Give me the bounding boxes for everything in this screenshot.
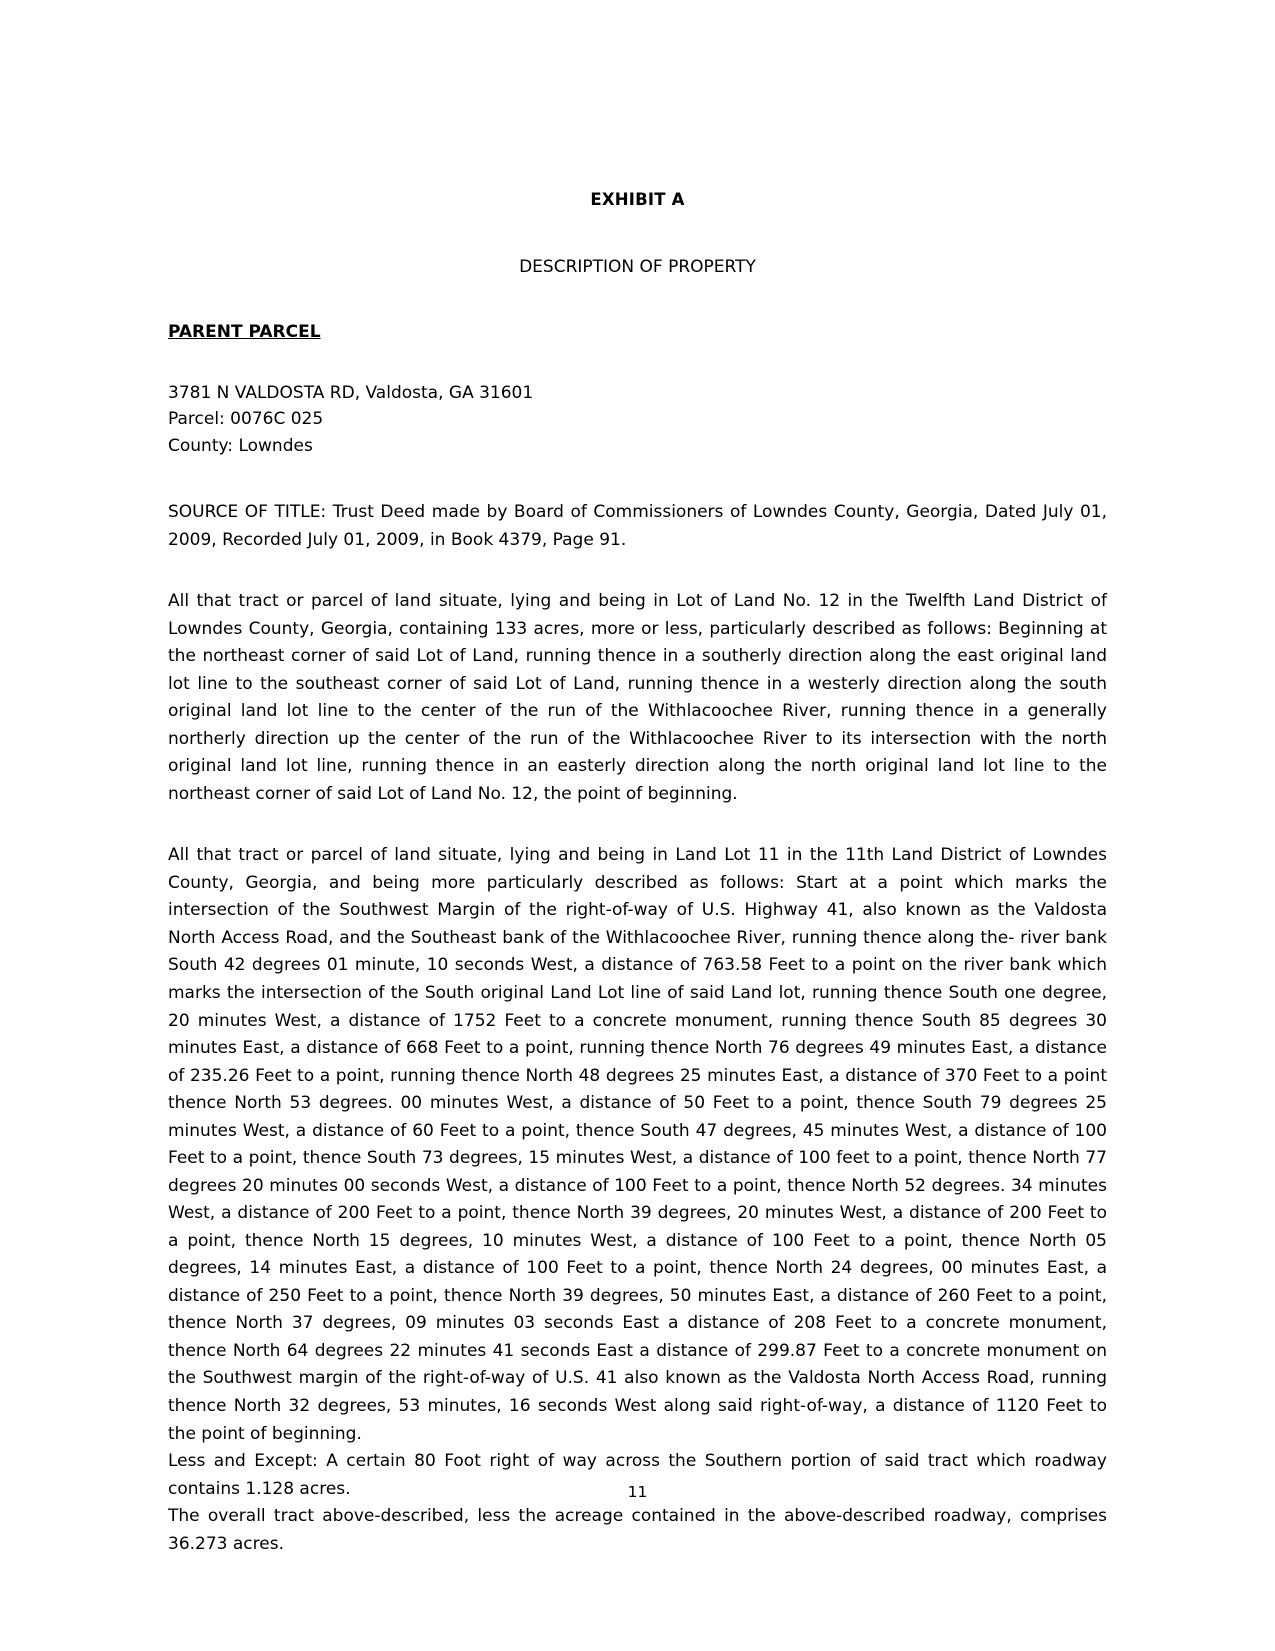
- less-and-except-paragraph: Less and Except: A certain 80 Foot right of way across the Southern portion of said tract which roadway contains 1.128 acres.: [168, 1451, 1107, 1499]
- section-heading-parent-parcel: PARENT PARCEL: [168, 322, 321, 342]
- address-county: County: Lowndes: [168, 435, 313, 456]
- page-number: 11: [627, 1483, 648, 1501]
- legal-description-paragraph-1: All that tract or parcel of land situate, lying and being in Lot of Land No. 12 in the Twelfth Land District of Lowndes County, Georgia, containing 133 acres, more or less, particularly described as follows: Beginning at the northeast corner of said Lot of Land, running thence in a southerly direction along the east original land lot line to the southeast corner of said Lot of Land, running thence in a westerly direction along the south original land lot line to the center of the run of the Withlacoochee River, running thence in a generally northerly direction up the center of the run of the Withlacoochee River to its intersection with the north original land lot line, running thence in an easterly direction along the north original land lot line to the northeast corner of said Lot of Land No. 12, the point of beginning.: [168, 591, 1107, 804]
- document-subtitle: DESCRIPTION OF PROPERTY: [519, 257, 756, 277]
- page-title: EXHIBIT A: [590, 190, 685, 209]
- address-street: 3781 N VALDOSTA RD, Valdosta, GA 31601: [168, 383, 534, 403]
- overall-tract-paragraph: The overall tract above-described, less the acreage contained in the above-described roadway, comprises 36.273 acres.: [168, 1506, 1107, 1554]
- address-parcel-id: Parcel: 0076C 025: [168, 409, 324, 430]
- source-of-title-paragraph: SOURCE OF TITLE: Trust Deed made by Board of Commissioners of Lowndes County, Georgia, Dated July 01, 2009, Recorded July 01, 2009, in Book 4379, Page 91.: [168, 502, 1107, 550]
- legal-description-paragraph-2: All that tract or parcel of land situate, lying and being in Land Lot 11 in the 11th Land District of Lowndes County, Georgia, and being more particularly described as follows: Start at a point which marks the intersection of the Southwest Margin of the right-of-way of U.S. Highway 41, also known as the Valdosta North Access Road, and the Southeast bank of the Withlacoochee River, running thence along the- river bank South 42 degrees 01 minute, 10 seconds West, a distance of 763.58 Feet to a point on the river bank which marks the intersection of the South original Land Lot line of said Land lot, running thence South one degree, 20 minutes West, a distance of 1752 Feet to a concrete monument, running thence South 85 degrees 30 minutes East, a distance of 668 Feet to a point, running thence North 76 degrees 49 minutes East, a distance of 235.26 Feet to a point, running thence North 48 degrees 25 minutes East, a distance of 370 Feet to a point thence North 53 degrees. 00 minutes West, a distance of 50 Feet to a point, thence South 79 degrees 25 minutes West, a distance of 60 Feet to a point, thence South 47 degrees, 45 minutes West, a distance of 100 Feet to a point, thence South 73 degrees, 15 minutes West, a distance of 100 feet to a point, thence North 77 degrees 20 minutes 00 seconds West, a distance of 100 Feet to a point, thence North 52 degrees. 34 minutes West, a distance of 200 Feet to a point, thence North 39 degrees, 20 minutes West, a distance of 200 Feet to a point, thence North 15 degrees, 10 minutes West, a distance of 100 Feet to a point, thence North 05 degrees, 14 minutes East, a distance of 100 Feet to a point, thence North 24 degrees, 00 minutes East, a distance of 250 Feet to a point, thence North 39 degrees, 50 minutes East, a distance of 260 Feet to a point, thence North 37 degrees, 09 minutes 03 seconds East a distance of 208 Feet to a concrete monument, thence North 64 degrees 22 minutes 41 seconds East a distance of 299.87 Feet to a concrete monument on the Southwest margin of the right-of-way of U.S. 41 also known as the Valdosta North Access Road, running thence North 32 degrees, 53 minutes, 16 seconds West along said right-of-way, a distance of 1120 Feet to the point of beginning.: [168, 845, 1107, 1444]
- property-address-block: [168, 380, 1107, 459]
